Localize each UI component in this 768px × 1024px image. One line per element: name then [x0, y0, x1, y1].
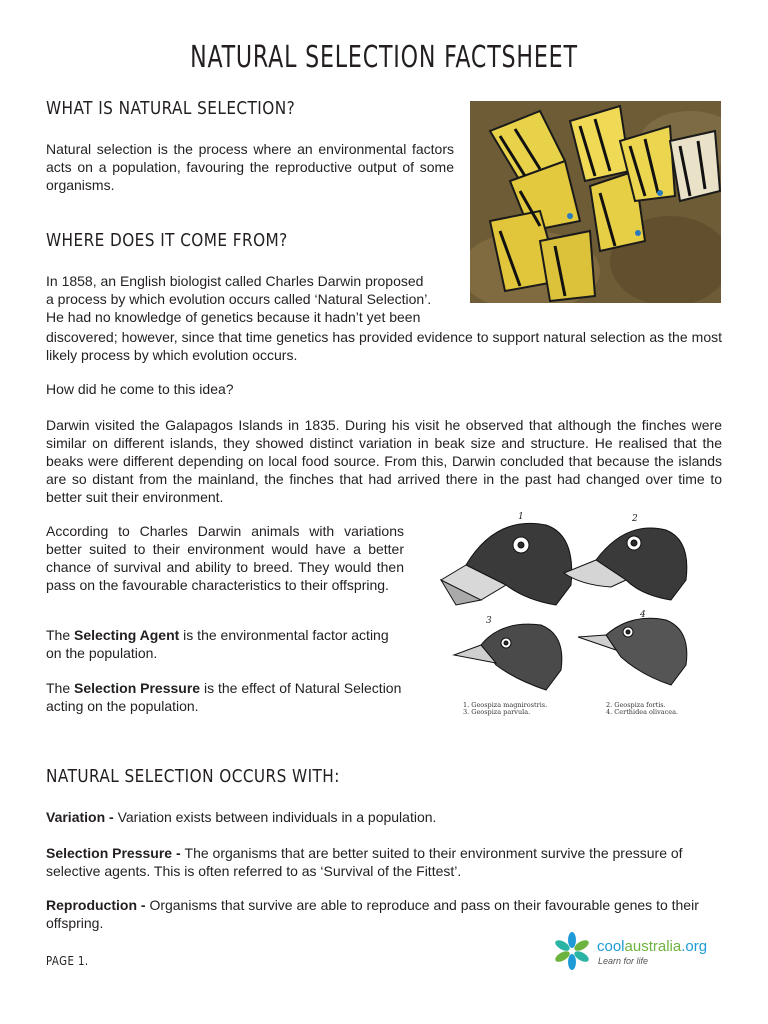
finch-caption-4: 4. Certhidea olivacea. [606, 708, 679, 716]
finch-number-4: 4 [640, 610, 646, 620]
darwin-intro-line2: a process by which evolution occurs called ‘Natural Selection’. [46, 291, 432, 307]
darwin-intro-line3: He had no knowledge of genetics because it hadn’t yet been [46, 309, 421, 325]
definition-paragraph: Natural selection is the process where an environmental factors acts on a population, favouring the reproductive output of some organisms. [46, 141, 454, 193]
selection-pressure-paragraph: The Selection Pressure is the effect of Natural Selection acting on the population. [46, 680, 402, 714]
selection-pressure-label: Selection Pressure - [46, 845, 185, 861]
list-item-variation: Variation - Variation exists between individuals in a population. [46, 809, 437, 825]
list-item-selection-pressure: Selection Pressure - The organisms that are better suited to their environment survive the pressure of selective agents. This is often referred to as ‘Survival of the Fittest’. [46, 845, 683, 879]
butterflies-illustration [470, 101, 721, 303]
question-line: How did he come to this idea? [46, 381, 234, 397]
galapagos-paragraph: Darwin visited the Galapagos Islands in 1835. During his visit he observed that although the finches were similar on different islands, they showed distinct variation in beak size and structure. He realised that the beaks were different depending on local food source. From this, Darwin concluded that because the islands are so distant from the mainland, the finches that had arrived there in the past had changed over time to better suit their environment. [46, 417, 722, 505]
finch-heads-illustration [436, 505, 721, 720]
variation-term: Variation - [46, 809, 118, 825]
coolaustralia-logo[interactable] [552, 931, 722, 971]
heading-where-from: WHERE DOES IT COME FROM? [46, 230, 288, 251]
snowflake-logo-icon [552, 931, 592, 971]
butterfly-photo [470, 101, 721, 303]
logo-wordmark: coolaustralia.org [597, 938, 708, 955]
reproduction-term: Reproduction - [46, 897, 150, 913]
finch-caption-1: 1. Geospiza magnirostris. [463, 701, 548, 709]
heading-what-is: WHAT IS NATURAL SELECTION? [46, 98, 296, 119]
page-number: PAGE 1. [46, 954, 89, 968]
selection-pressure-term: Selection Pressure [74, 680, 201, 696]
darwin-theory-paragraph: According to Charles Darwin animals with variations better suited to their environment would have a better chance of survival and ability to breed. They would then pass on the favourable characteristics to their offspring. [46, 523, 404, 593]
darwin-intro-line1: In 1858, an English biologist called Charles Darwin proposed [46, 273, 424, 289]
finch-number-2: 2 [632, 514, 638, 524]
heading-occurs-with: NATURAL SELECTION OCCURS WITH: [46, 766, 340, 787]
finch-number-1: 1 [518, 512, 524, 522]
list-item-reproduction: Reproduction - Organisms that survive are able to reproduce and pass on their favourable genes to their offspring. [46, 897, 699, 931]
selecting-agent-paragraph: The Selecting Agent is the environmental factor acting on the population. [46, 627, 389, 661]
finch-number-3: 3 [486, 616, 492, 626]
finch-caption-3: 3. Geospiza parvula. [463, 708, 531, 716]
page-title: NATURAL SELECTION FACTSHEET [190, 40, 578, 75]
finch-caption-2: 2. Geospiza fortis. [606, 701, 666, 709]
darwin-intro-rest: discovered; however, since that time genetics has provided evidence to support natural selection as the most likely process by which evolution occurs. [46, 329, 722, 363]
finch-beaks-figure [436, 505, 721, 720]
selecting-agent-term: Selecting Agent [74, 627, 180, 643]
logo-tagline: Learn for life [598, 956, 649, 966]
